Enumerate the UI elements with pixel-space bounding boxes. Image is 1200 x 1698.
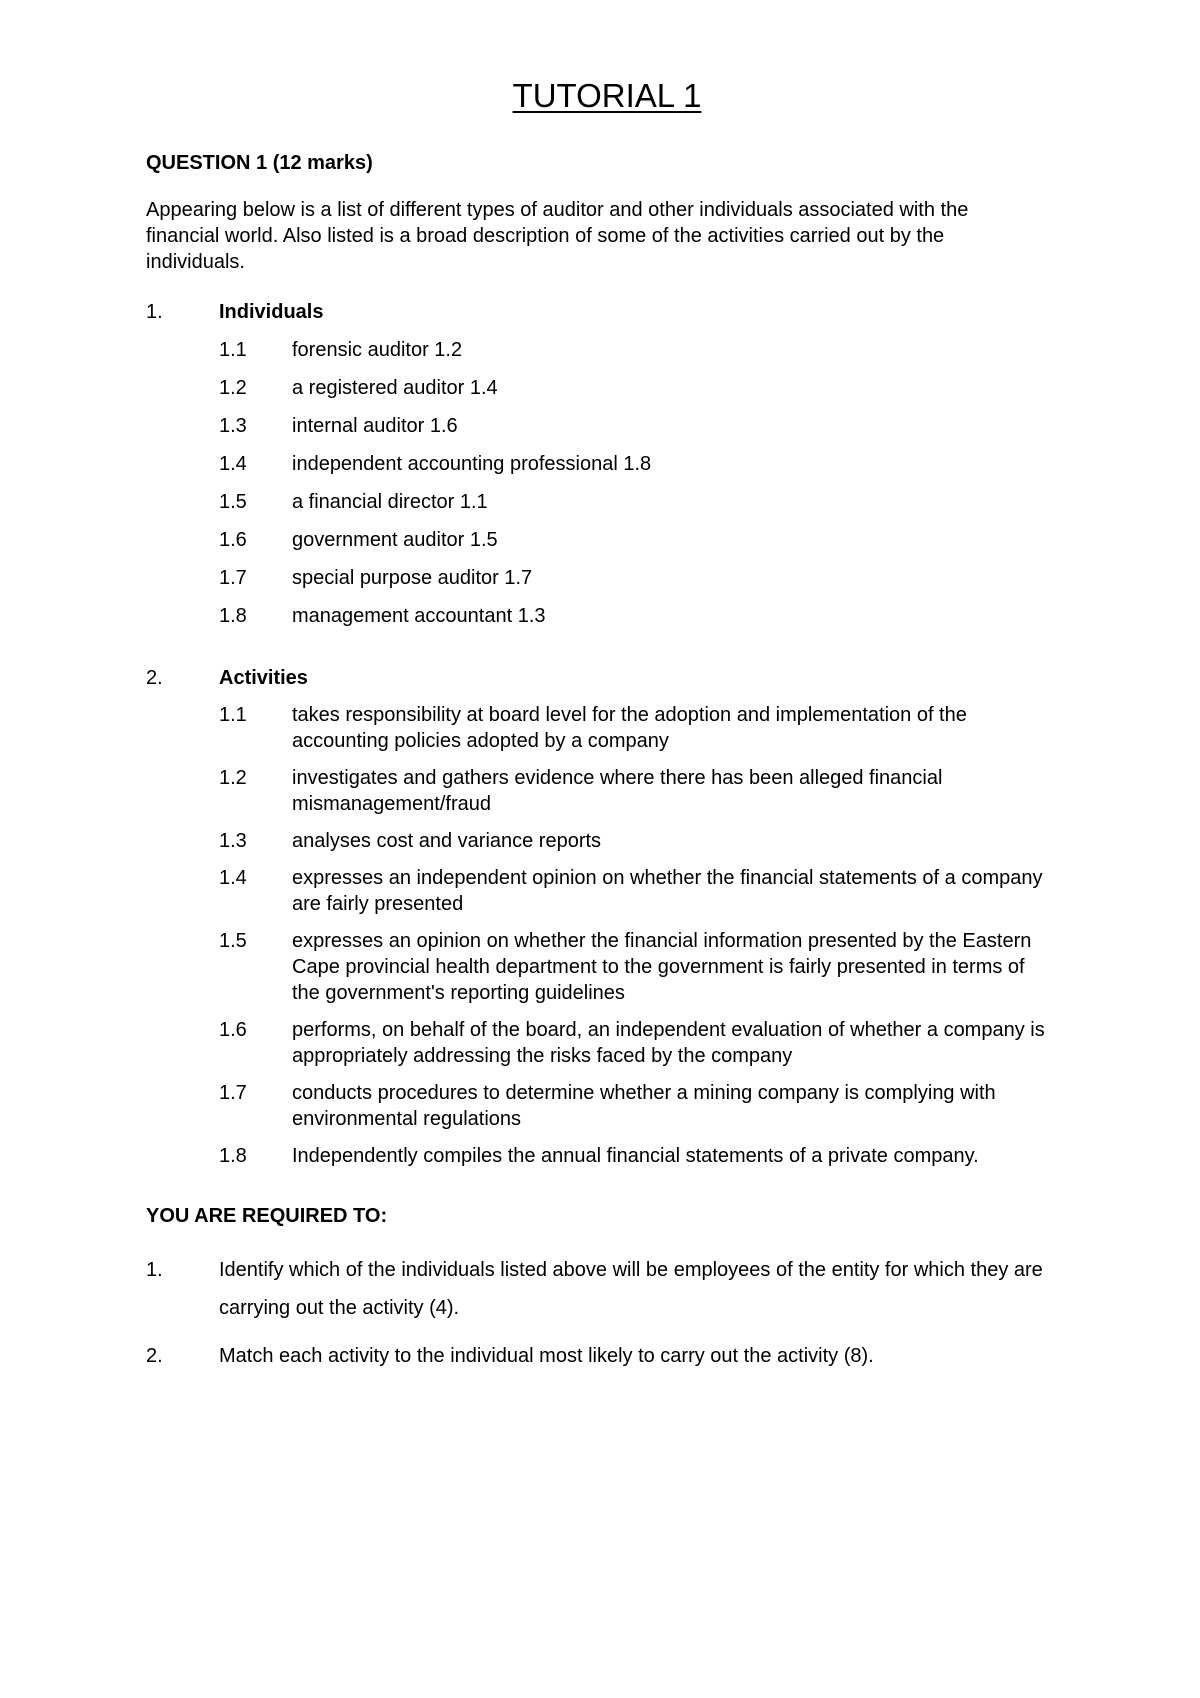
item-text: expresses an opinion on whether the financial information presented by the Eastern Cape provincial health department to the government is fairly presented in terms of the government's reporting guidelines	[292, 930, 1032, 1004]
list-item	[219, 337, 1050, 363]
item-text: takes responsibility at board level for the adoption and implementation of the accounting policies adopted by a company	[292, 704, 967, 752]
individuals-section	[146, 299, 1050, 629]
section-title: Activities	[219, 667, 308, 689]
activities-heading	[146, 665, 1050, 691]
list-item	[219, 603, 1050, 629]
item-text: a registered auditor 1.4	[292, 377, 498, 399]
list-item	[219, 702, 1050, 754]
item-number: 1.5	[219, 930, 247, 952]
item-number: 1.2	[219, 767, 247, 789]
list-item	[219, 1080, 1050, 1132]
required-number: 1.	[146, 1259, 163, 1281]
list-item	[219, 1017, 1050, 1069]
required-item	[146, 1251, 1050, 1327]
activities-list	[219, 702, 1050, 1169]
item-text: analyses cost and variance reports	[292, 830, 602, 852]
item-text: independent accounting professional 1.8	[292, 453, 652, 475]
item-text: management accountant 1.3	[292, 605, 546, 627]
item-number: 1.1	[219, 339, 247, 361]
list-item	[219, 375, 1050, 401]
required-heading: YOU ARE REQUIRED TO:	[146, 1205, 388, 1227]
item-number: 1.6	[219, 1019, 247, 1041]
section-title: Individuals	[219, 301, 324, 323]
item-text: internal auditor 1.6	[292, 415, 458, 437]
item-text: Independently compiles the annual financial statements of a private company.	[292, 1145, 979, 1167]
question-heading: QUESTION 1 (12 marks)	[146, 152, 373, 174]
required-text: Identify which of the individuals listed above will be employees of the entity for which they are carrying out the activity (4).	[219, 1259, 1043, 1319]
item-number: 1.8	[219, 1145, 247, 1167]
item-number: 1.3	[219, 830, 247, 852]
item-number: 1.7	[219, 567, 247, 589]
item-text: investigates and gathers evidence where there has been alleged financial mismanagement/fraud	[292, 767, 943, 815]
item-number: 1.6	[219, 529, 247, 551]
item-text: special purpose auditor 1.7	[292, 567, 533, 589]
list-item	[219, 451, 1050, 477]
list-item	[219, 489, 1050, 515]
intro-paragraph: Appearing below is a list of different types of auditor and other individuals associated with the financial world. Also listed is a broad description of some of the activities carried out by the individuals.	[146, 199, 969, 273]
required-text: Match each activity to the individual most likely to carry out the activity (8).	[219, 1345, 874, 1367]
list-item	[219, 828, 1050, 854]
list-item	[219, 565, 1050, 591]
item-number: 1.4	[219, 867, 247, 889]
item-number: 1.1	[219, 704, 247, 726]
individuals-list	[219, 337, 1050, 629]
item-number: 1.4	[219, 453, 247, 475]
section-number: 1.	[146, 301, 163, 323]
list-item	[219, 928, 1050, 1006]
item-number: 1.2	[219, 377, 247, 399]
item-text: forensic auditor 1.2	[292, 339, 463, 361]
item-text: government auditor 1.5	[292, 529, 498, 551]
item-text: a financial director 1.1	[292, 491, 488, 513]
section-number: 2.	[146, 667, 163, 689]
item-number: 1.5	[219, 491, 247, 513]
required-item	[146, 1337, 1050, 1375]
list-item	[219, 527, 1050, 553]
list-item	[219, 865, 1050, 917]
activities-section	[146, 665, 1050, 1169]
required-number: 2.	[146, 1345, 163, 1367]
item-number: 1.7	[219, 1082, 247, 1104]
list-item	[219, 765, 1050, 817]
item-text: conducts procedures to determine whether a mining company is complying with environmental regulations	[292, 1082, 996, 1130]
item-text: performs, on behalf of the board, an independent evaluation of whether a company is appropriately addressing the risks faced by the company	[292, 1019, 1045, 1067]
item-text: expresses an independent opinion on whether the financial statements of a company are fairly presented	[292, 867, 1043, 915]
list-item	[219, 1143, 1050, 1169]
item-number: 1.3	[219, 415, 247, 437]
list-item	[219, 413, 1050, 439]
page-title: TUTORIAL 1	[512, 77, 702, 114]
item-number: 1.8	[219, 605, 247, 627]
individuals-heading	[146, 299, 1050, 325]
